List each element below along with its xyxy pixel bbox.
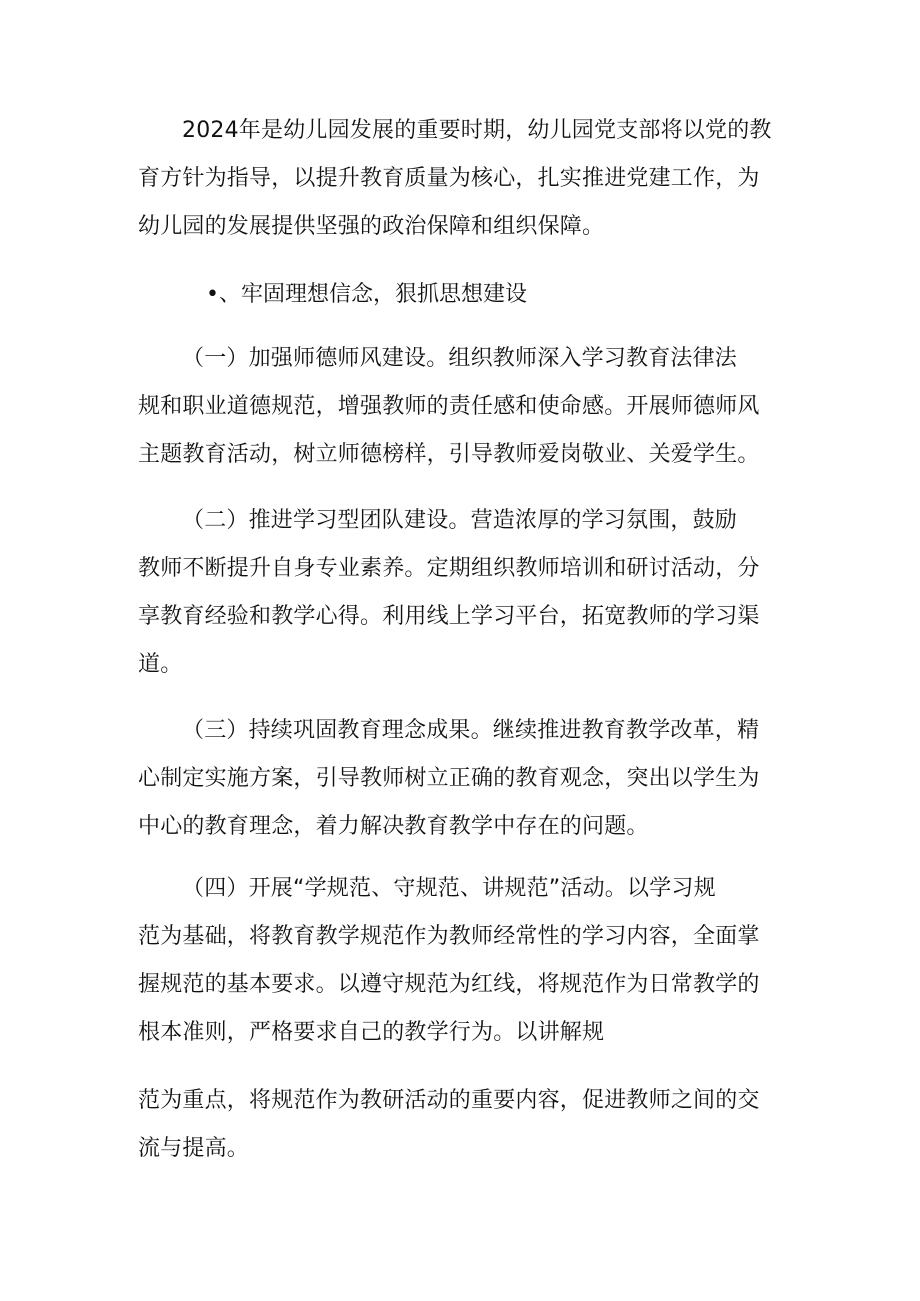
- item2-line-4: 道。: [138, 652, 183, 677]
- item4-line-1: （四）开展“学规范、守规范、讲规范”活动。以学习规: [182, 876, 716, 901]
- item1-line-1: （一）加强师德师风建设。组织教师深入学习教育法律法: [182, 346, 738, 371]
- item2-line-3: 享教育经验和教学心得。利用线上学习平台，拓宽教师的学习渠: [138, 604, 760, 629]
- item4-line-3: 握规范的基本要求。以遵守规范为红线，将规范作为日常教学的: [138, 972, 760, 997]
- item3-line-1: （三）持续巩固教育理念成果。继续推进教育教学改革，精: [182, 718, 760, 743]
- intro-line-1: 2024年是幼儿园发展的重要时期，幼儿园党支部将以党的教: [182, 118, 772, 143]
- item1-line-3: 主题教育活动，树立师德榜样，引导教师爱岗敬业、关爱学生。: [138, 442, 760, 467]
- item4-line-4: 根本准则，严格要求自己的教学行为。以讲解规: [138, 1020, 605, 1045]
- item4-cont-line-1: 范为重点，将规范作为教研活动的重要内容，促进教师之间的交: [138, 1088, 760, 1113]
- item3-line-2: 心制定实施方案，引导教师树立正确的教育观念，突出以学生为: [138, 766, 760, 791]
- item3-line-3: 中心的教育理念，着力解决教育教学中存在的问题。: [138, 814, 649, 839]
- intro-line-2: 育方针为指导，以提升教育质量为核心，扎实推进党建工作，为: [138, 166, 760, 191]
- item2-line-2: 教师不断提升自身专业素养。定期组织教师培训和研讨活动，分: [138, 556, 760, 581]
- item1-line-2: 规和职业道德规范，增强教师的责任感和使命感。开展师德师风: [138, 394, 760, 419]
- item2-line-1: （二）推进学习型团队建设。营造浓厚的学习氛围，鼓励: [182, 508, 738, 533]
- item4-line-2: 范为基础，将教育教学规范作为教师经常性的学习内容，全面掌: [138, 924, 760, 949]
- item4-cont-line-2: 流与提高。: [138, 1136, 250, 1161]
- section-heading: •、牢固理想信念，狠抓思想建设: [206, 282, 527, 307]
- intro-line-3: 幼儿园的发展提供坚强的政治保障和组织保障。: [138, 214, 605, 239]
